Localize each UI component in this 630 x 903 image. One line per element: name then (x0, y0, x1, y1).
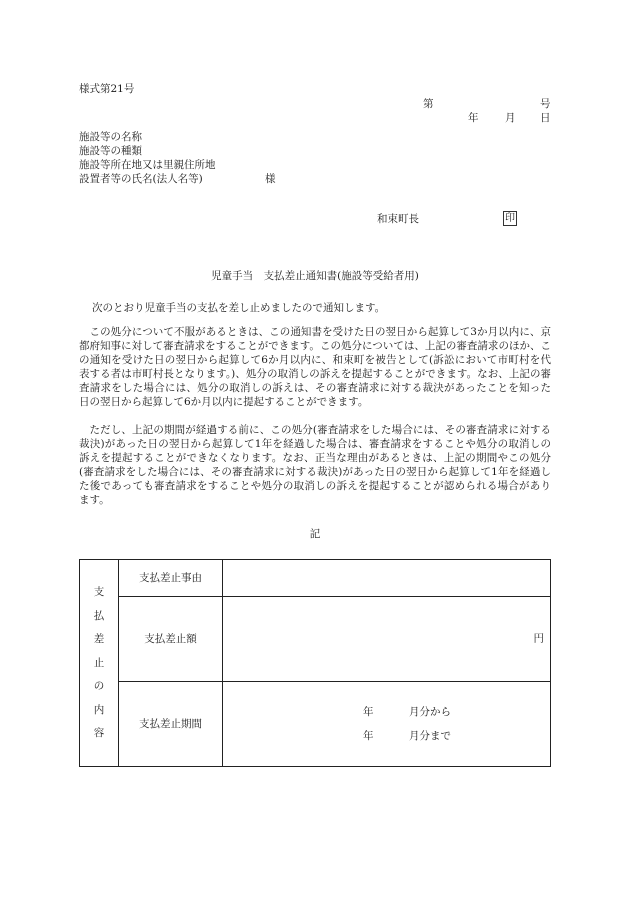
appeal-paragraph-2: ただし、上記の期間が経過する前に、この処分(審査請求をした場合には、その審査請求に対する裁決)があった日の翌日から起算して1年を経過した場合は、審査請求をすることや処分の取消しの訴えを提起することができなくなります。なお、正当な理由があるときは、上記の期間やこの処分(審査請求をした場合には、その審査請求に対する裁決)があった日の翌日から起算して1年を経過した後であっても審査請求をすることや処分の取消しの訴えを提起することが認められる場合があります。 (79, 424, 551, 506)
period-from-year: 年 (363, 705, 374, 718)
vertical-char: 差 (93, 633, 105, 646)
period-to-year: 年 (363, 729, 374, 742)
facility-type-label: 施設等の種類 (79, 145, 142, 157)
date-month-label: 月 (505, 112, 516, 124)
facility-name-label: 施設等の名称 (79, 131, 142, 143)
period-to-month: 月分まで (409, 729, 451, 742)
facility-address-label: 施設等所在地又は里親住所地 (79, 159, 216, 171)
amount-label: 支払差止額 (119, 597, 223, 682)
intro-text: 次のとおり児童手当の支払を差し止めましたので通知します。 (92, 302, 386, 314)
document-number-prefix: 第 (423, 98, 434, 110)
vertical-char: 払 (93, 609, 105, 622)
suspension-details-table (79, 559, 551, 767)
reason-value-cell[interactable] (223, 560, 551, 597)
vertical-char: の (93, 680, 105, 693)
form-number: 様式第21号 (79, 83, 135, 95)
founder-name-label: 設置者等の氏名(法人名等) (79, 173, 203, 185)
vertical-char: 支 (93, 585, 105, 598)
period-to-line (363, 724, 451, 748)
document-number-suffix: 号 (540, 98, 551, 110)
vertical-char: 内 (93, 703, 105, 716)
vertical-label (80, 586, 118, 740)
document-title: 児童手当 支払差止通知書(施設等受給者用) (211, 270, 419, 282)
appeal-paragraph-1: この処分について不服があるときは、この通知書を受けた日の翌日から起算して3か月以内に、京都府知事に対して審査請求をすることができます。この処分については、上記の審査請求のほか、この通知を受けた日の翌日から起算して6か月以内に、和束町を被告として(訴訟において市町村を代表する者は市町村長となります。)、処分の取消しの訴えを提起することができます。なお、上記の審査請求をした場合には、処分の取消しの訴えは、その審査請求に対する裁決があったことを知った日の翌日から起算して6か月以内に提起することができます。 (79, 326, 551, 408)
honorific: 様 (265, 173, 276, 185)
vertical-char: 止 (93, 656, 105, 669)
period-label: 支払差止期間 (119, 682, 223, 767)
ki-heading: 記 (309, 528, 321, 540)
period-from-month: 月分から (409, 705, 451, 718)
date-year-label: 年 (468, 112, 479, 124)
vertical-label-cell (80, 560, 119, 767)
date-day-label: 日 (540, 112, 551, 124)
issuer-name: 和束町長 (377, 213, 419, 225)
period-lines (363, 700, 451, 748)
period-value-cell[interactable] (223, 682, 551, 767)
reason-label: 支払差止事由 (119, 560, 223, 597)
yen-unit: 円 (533, 632, 544, 645)
seal-mark: 印 (505, 213, 515, 224)
vertical-char: 容 (93, 727, 105, 740)
period-from-line (363, 700, 451, 724)
amount-value-cell[interactable] (223, 597, 551, 682)
